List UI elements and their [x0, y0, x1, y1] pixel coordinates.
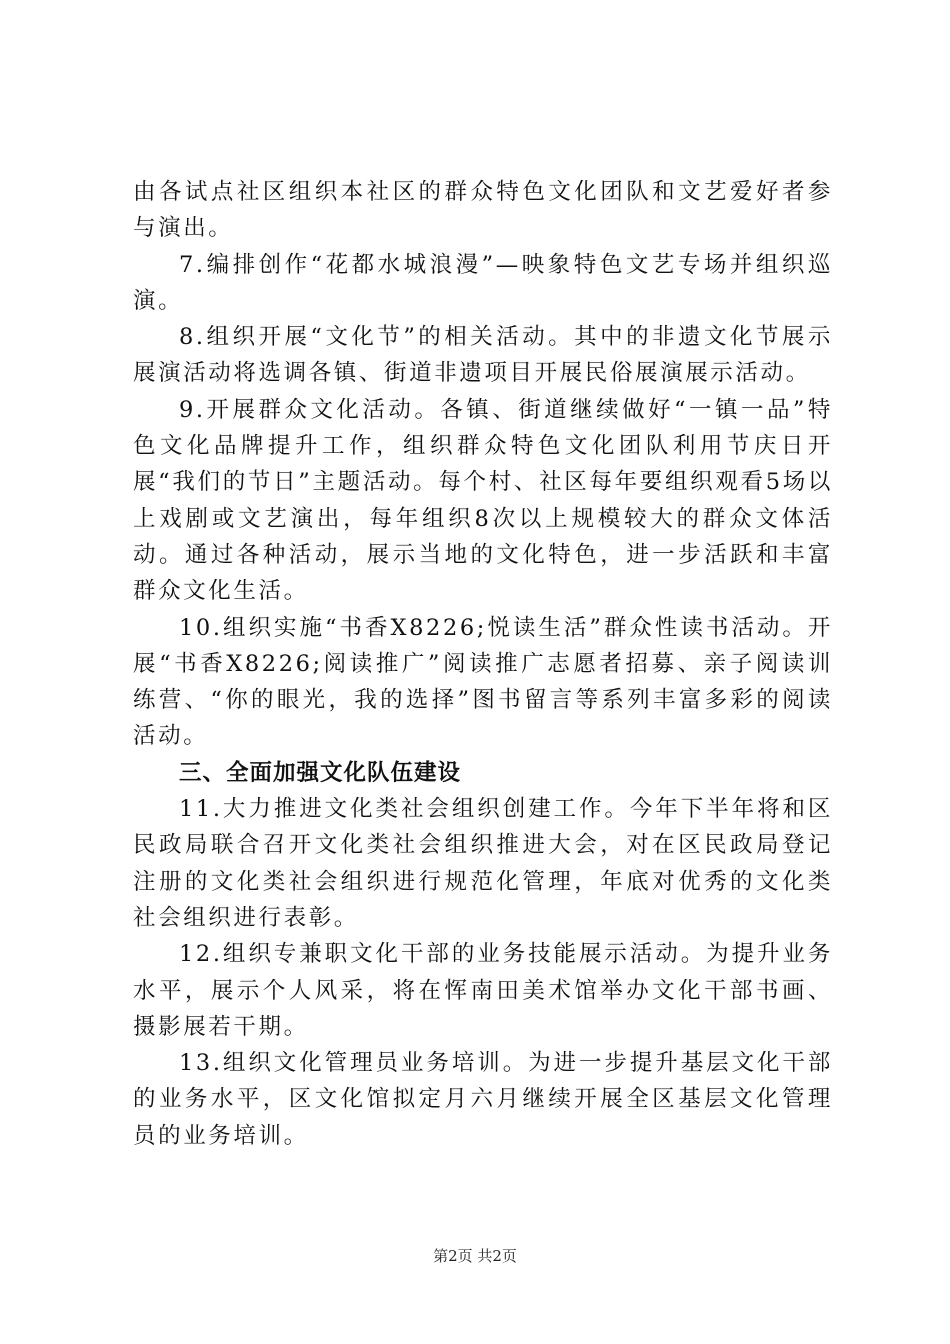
paragraph-item-9: 9.开展群众文化活动。各镇、街道继续做好“一镇一品”特色文化品牌提升工作，组织群众特色文化团队利用节庆日开展“我们的节日”主题活动。每个村、社区每年要组织观看5场以上戏剧或文艺演出，每年组织8次以上规模较大的群众文体活动。通过各种活动，展示当地的文化特色，进一步活跃和丰富群众文化生活。 — [133, 396, 833, 605]
paragraph-item-12: 12.组织专兼职文化干部的业务技能展示活动。为提升业务水平，展示个人风采，将在恽南田美术馆举办文化干部书画、摄影展若干期。 — [133, 941, 833, 1040]
document-body — [133, 174, 833, 1154]
paragraph-continuation: 由各试点社区组织本社区的群众特色文化团队和文艺爱好者参与演出。 — [133, 179, 833, 242]
paragraph-item-10: 10.组织实施“书香X8226;悦读生活”群众性读书活动。开展“书香X8226;阅读推广”阅读推广志愿者招募、亲子阅读训练营、“你的眼光，我的选择”图书留言等系列丰富多彩的阅读活动。 — [133, 614, 833, 750]
section-heading: 三、全面加强文化队伍建设 — [179, 759, 462, 786]
page-number-footer: 第2页 共2页 — [433, 1247, 517, 1265]
paragraph-item-11: 11.大力推进文化类社会组织创建工作。今年下半年将和区民政局联合召开文化类社会组织推进大会，对在区民政局登记注册的文化类社会组织进行规范化管理，年底对优秀的文化类社会组织进行表彰。 — [133, 796, 833, 931]
paragraph-item-8: 8.组织开展“文化节”的相关活动。其中的非遗文化节展示展演活动将选调各镇、街道非遗项目开展民俗展演展示活动。 — [133, 324, 833, 387]
paragraph-item-13: 13.组织文化管理员业务培训。为进一步提升基层文化干部的业务水平，区文化馆拟定月六月继续开展全区基层文化管理员的业务培训。 — [133, 1050, 833, 1149]
paragraph-item-7: 7.编排创作“花都水城浪漫”—映象特色文艺专场并组织巡演。 — [133, 251, 833, 314]
